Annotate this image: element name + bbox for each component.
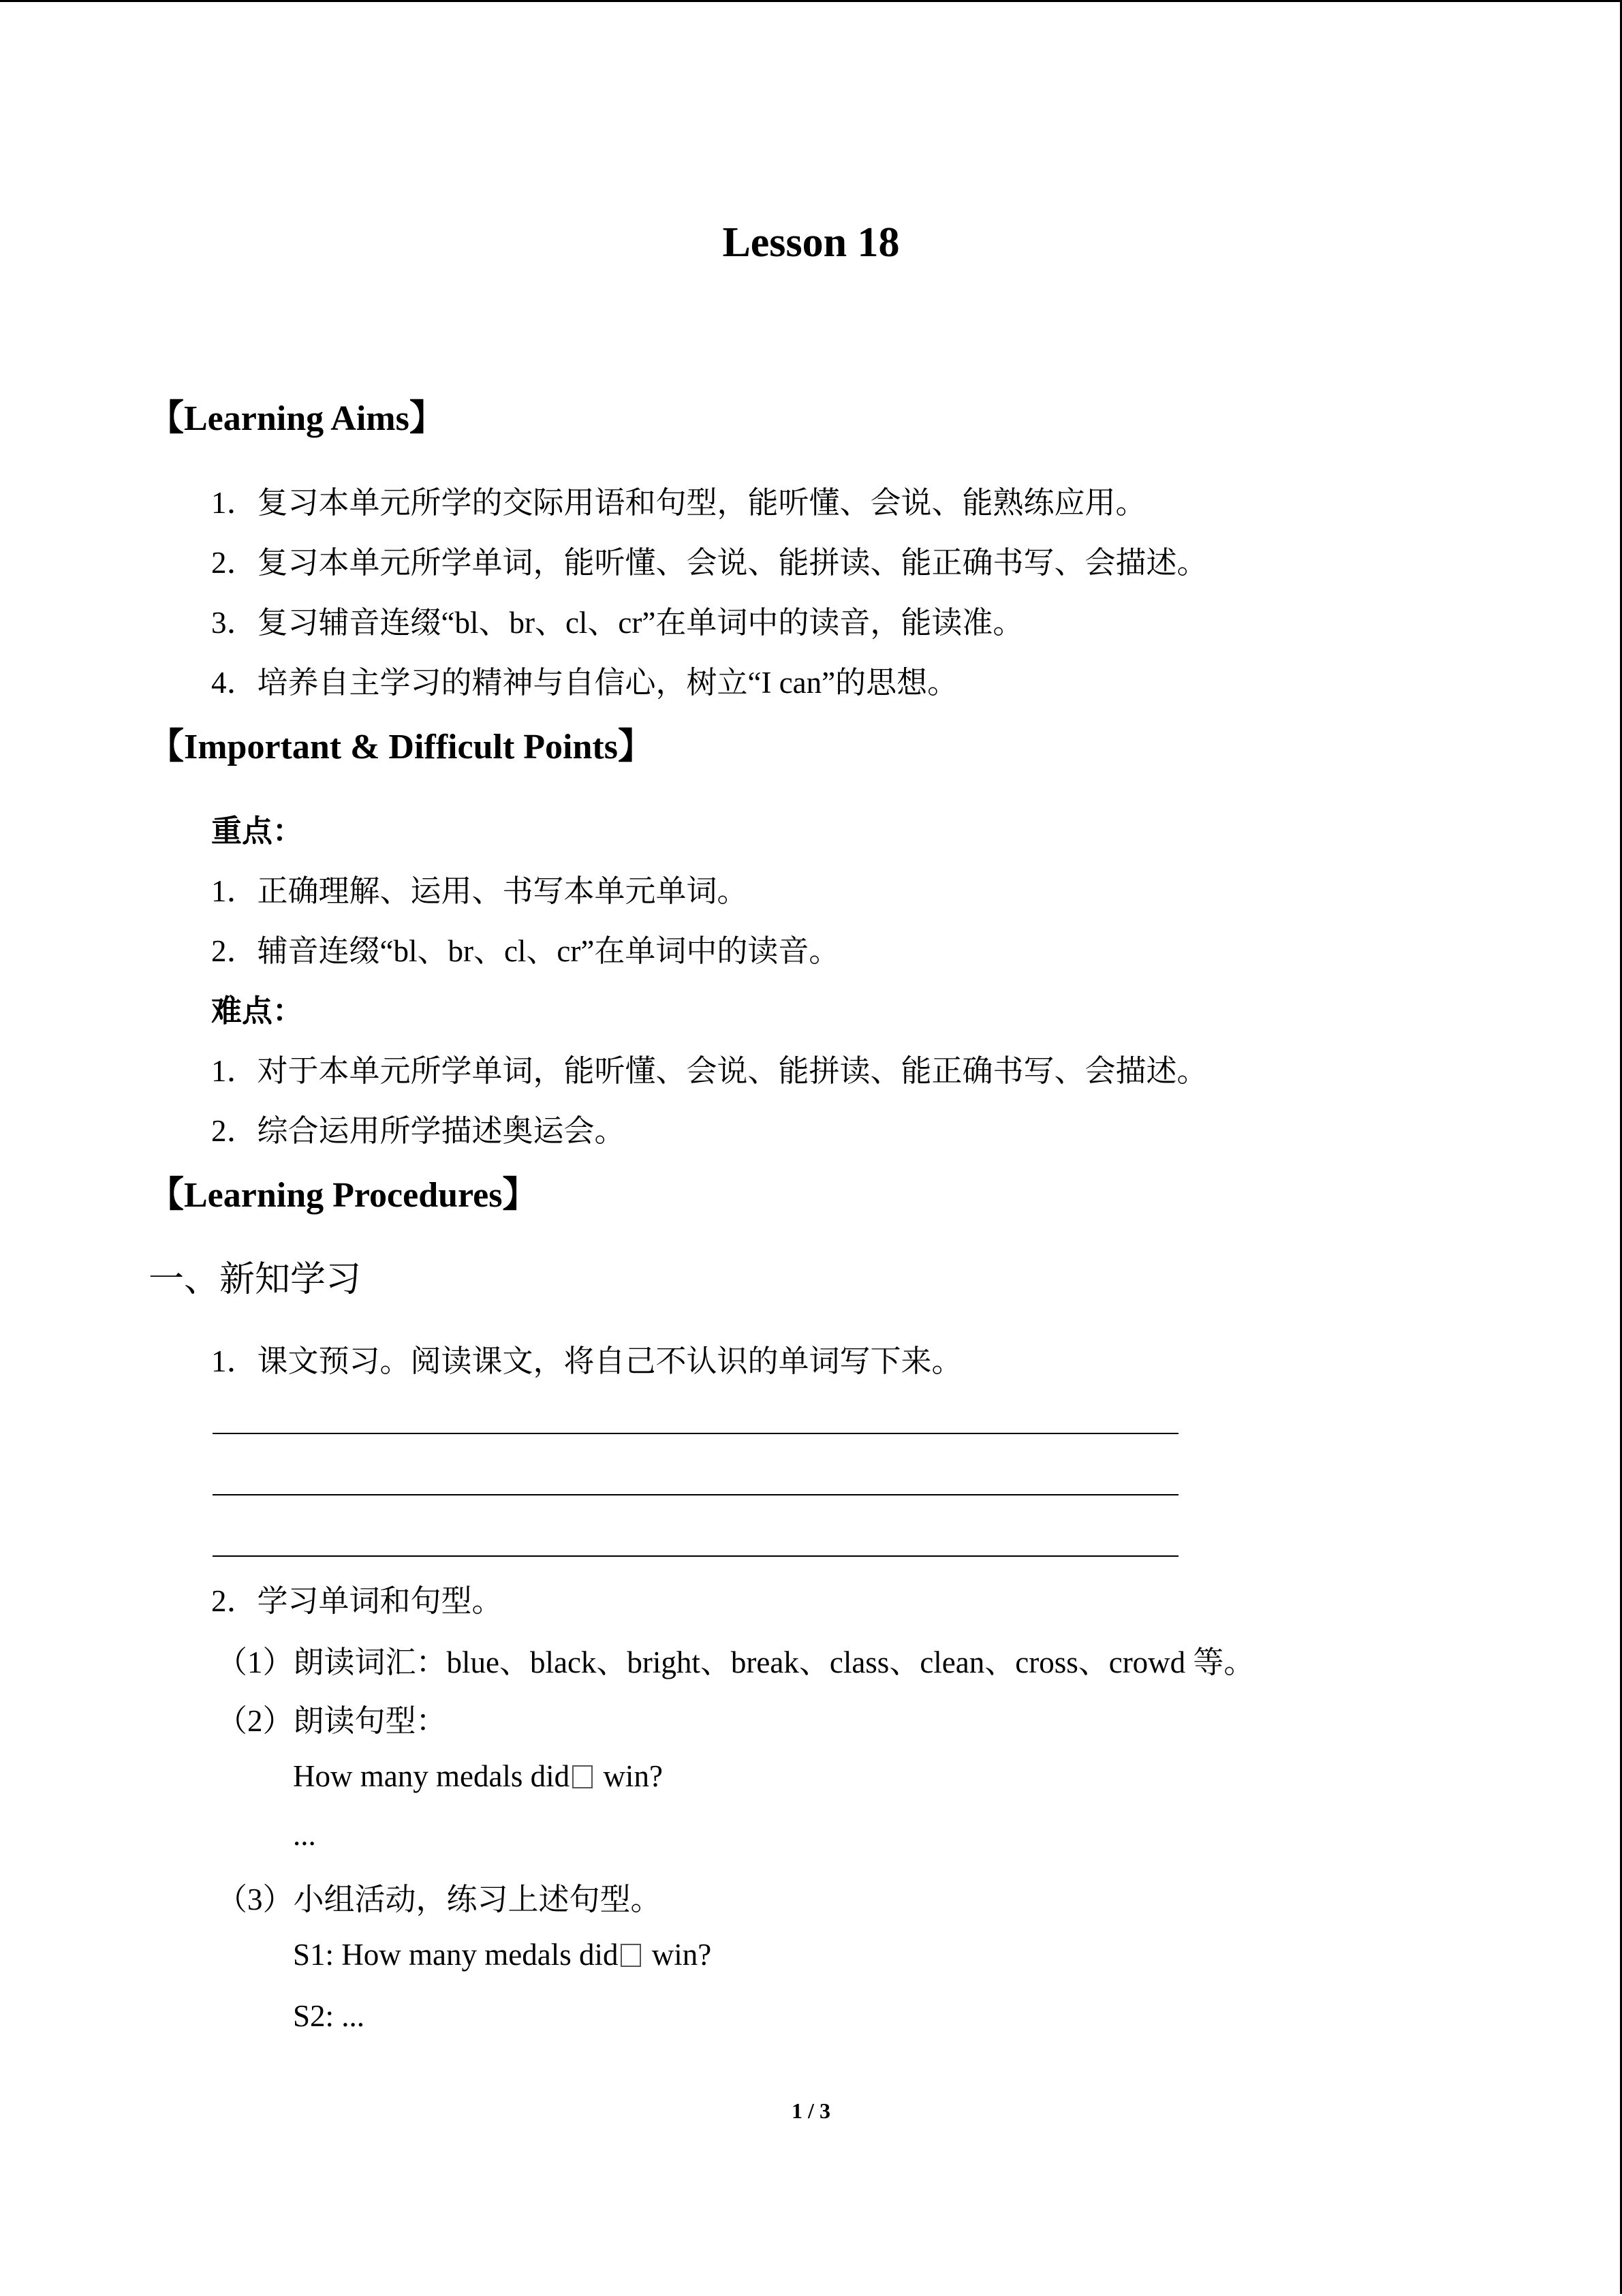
placeholder-box-icon <box>621 1944 641 1967</box>
aim-item-2: 2．复习本单元所学单词，能听懂、会说、能拼读、能正确书写、会描述。 <box>211 546 1208 580</box>
answer-blank-line[interactable] <box>213 1555 1179 1557</box>
sentence-pattern-end: win? <box>595 1759 663 1793</box>
points-heading: 【Important & Difficult Points】 <box>149 728 653 766</box>
page-title: Lesson 18 <box>722 219 900 266</box>
task-1: 1．课文预习。阅读课文，将自己不认识的单词写下来。 <box>211 1344 963 1378</box>
sentence-pattern <box>293 1758 663 1794</box>
dialogue-s1-text: S1: How many medals did <box>293 1938 619 1972</box>
answer-blank-line[interactable] <box>213 1433 1179 1434</box>
step-2-sentences: （2）朗读句型： <box>217 1704 447 1738</box>
dialogue-s1-end: win? <box>644 1938 712 1972</box>
difficult-point-1: 1．对于本单元所学单词，能听懂、会说、能拼读、能正确书写、会描述。 <box>211 1054 1208 1088</box>
difficult-point-2: 2．综合运用所学描述奥运会。 <box>211 1114 625 1148</box>
placeholder-box-icon <box>572 1765 593 1788</box>
difficult-points-label: 难点： <box>211 994 304 1028</box>
step-3-group-activity: （3）小组活动，练习上述句型。 <box>217 1882 661 1917</box>
key-point-2: 2．辅音连缀“bl、br、cl、cr”在单词中的读音。 <box>211 934 840 968</box>
aim-item-4: 4．培养自主学习的精神与自信心，树立“I can”的思想。 <box>211 666 958 700</box>
answer-blank-line[interactable] <box>213 1494 1179 1495</box>
aim-item-1: 1．复习本单元所学的交际用语和句型，能听懂、会说、能熟练应用。 <box>211 486 1147 520</box>
key-points-label: 重点： <box>211 814 304 848</box>
page-number: 1 / 3 <box>792 2098 830 2123</box>
document-page <box>0 2 1622 2296</box>
dialogue-s1 <box>293 1937 711 1972</box>
section-new-learning: 一、新知学习 <box>149 1260 362 1299</box>
key-point-1: 1．正确理解、运用、书写本单元单词。 <box>211 874 748 908</box>
sentence-ellipsis: ... <box>293 1818 316 1852</box>
procedures-heading: 【Learning Procedures】 <box>149 1176 538 1215</box>
task-2: 2．学习单词和句型。 <box>211 1584 503 1618</box>
learning-aims-heading: 【Learning Aims】 <box>149 399 445 438</box>
step-1-vocabulary: （1）朗读词汇：blue、black、bright、break、class、clean、cross、crowd 等。 <box>217 1645 1255 1679</box>
sentence-pattern-text: How many medals did <box>293 1759 570 1793</box>
aim-item-3: 3．复习辅音连缀“bl、br、cl、cr”在单词中的读音，能读准。 <box>211 606 1024 640</box>
dialogue-s2: S2: ... <box>293 1999 365 2033</box>
